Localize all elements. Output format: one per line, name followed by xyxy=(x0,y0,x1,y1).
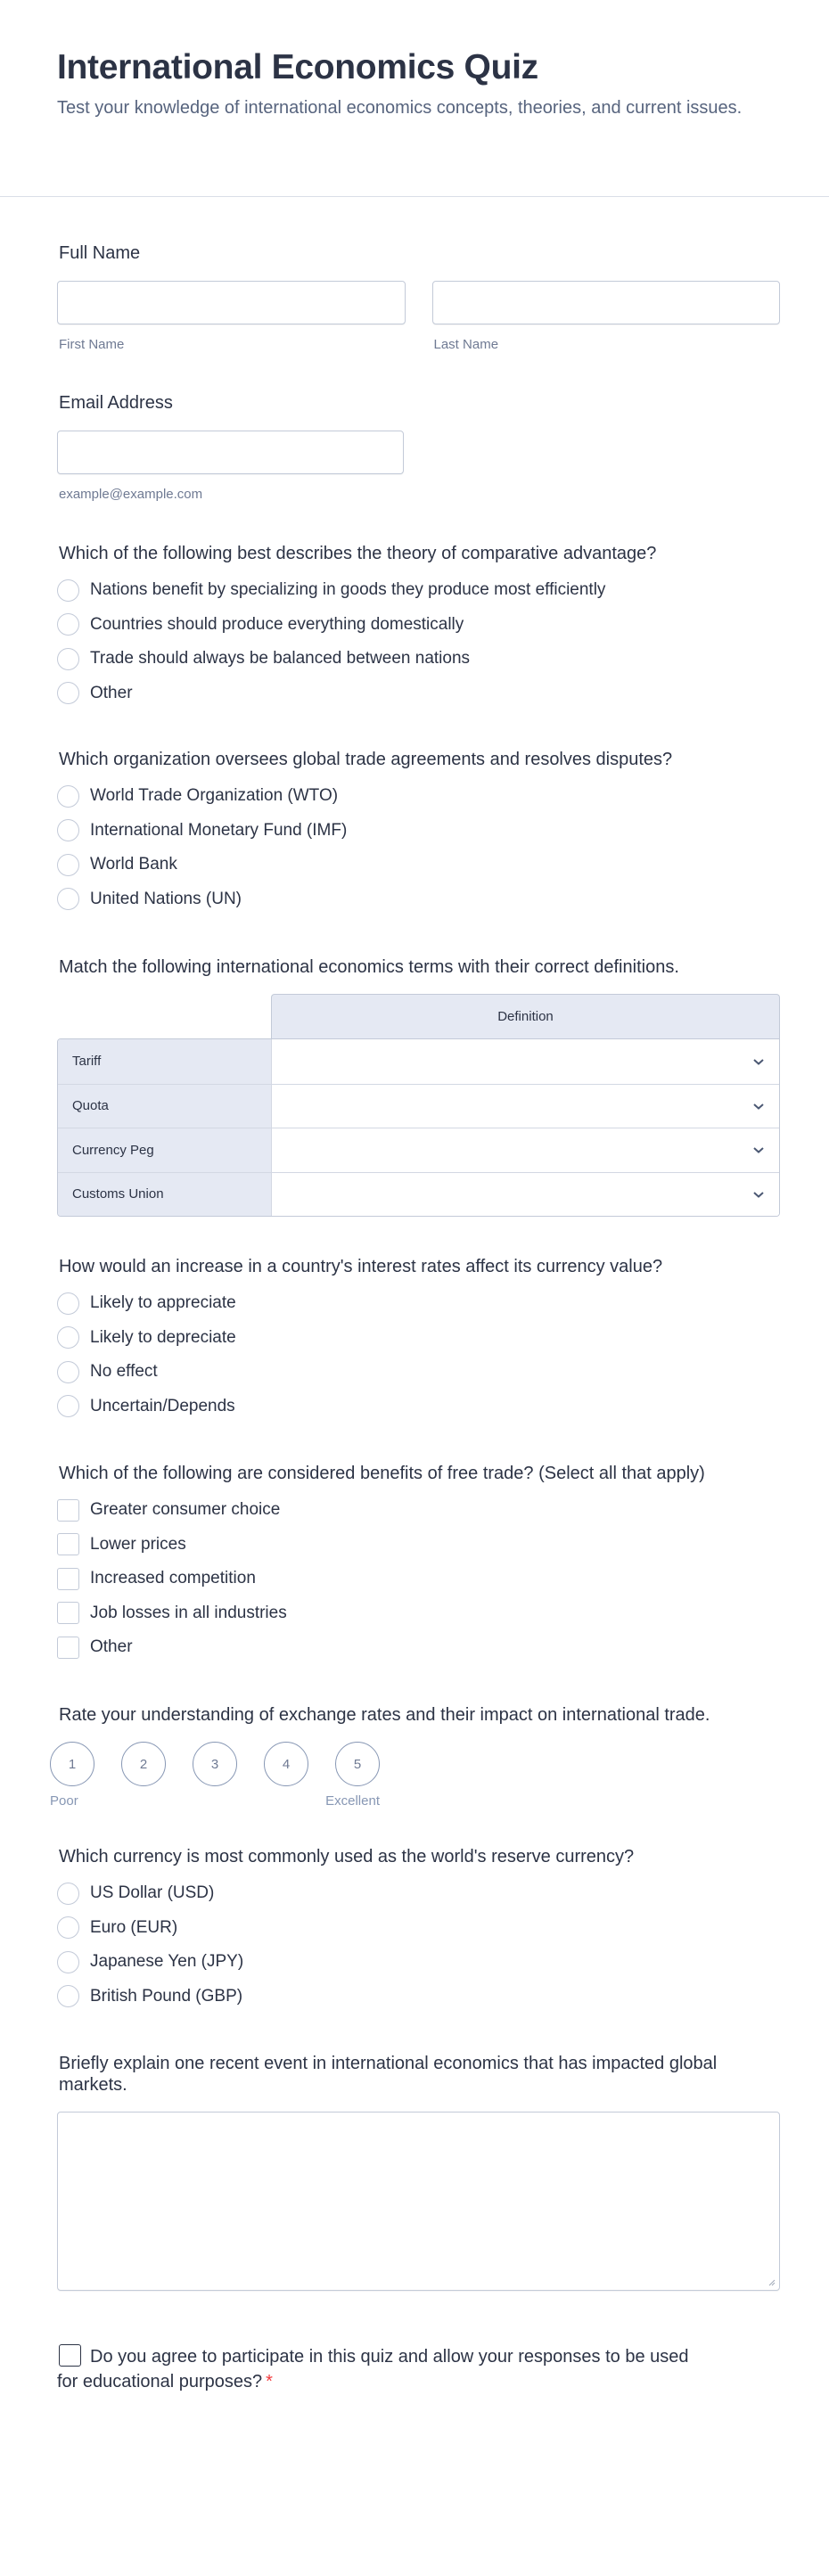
radio-button[interactable] xyxy=(57,1883,79,1905)
rating-option-3[interactable]: 3 xyxy=(193,1742,237,1786)
matrix-row xyxy=(58,1172,779,1217)
email-field xyxy=(57,392,780,502)
chevron-down-icon xyxy=(752,1190,765,1199)
radio-option[interactable]: World Bank xyxy=(57,848,780,882)
definition-dropdown[interactable] xyxy=(272,1173,779,1217)
page-subtitle: Test your knowledge of international economics concepts, theories, and current issues. xyxy=(57,98,743,118)
first-name-sublabel: First Name xyxy=(59,337,125,352)
radio-button[interactable] xyxy=(57,682,79,704)
radio-option[interactable]: Likely to depreciate xyxy=(57,1321,780,1356)
radio-option[interactable]: Countries should produce everything domestically xyxy=(57,608,780,643)
radio-option[interactable]: Euro (EUR) xyxy=(57,1911,780,1946)
email-input[interactable] xyxy=(57,431,404,474)
matrix-term: Tariff xyxy=(58,1039,272,1084)
consent-checkbox[interactable] xyxy=(59,2344,81,2367)
radio-group xyxy=(57,573,780,710)
radio-button[interactable] xyxy=(57,1395,79,1417)
last-name-input[interactable] xyxy=(432,281,781,324)
consent-field xyxy=(57,2344,780,2394)
chevron-down-icon xyxy=(752,1057,765,1066)
radio-button[interactable] xyxy=(57,1361,79,1383)
radio-option[interactable]: Likely to appreciate xyxy=(57,1286,780,1321)
question-label: Briefly explain one recent event in international economics that has impacted global markets. xyxy=(59,2054,718,2095)
radio-option[interactable]: Other xyxy=(57,677,780,711)
rating-max-label: Excellent xyxy=(325,1793,380,1809)
radio-button[interactable] xyxy=(57,1985,79,2007)
question-label: Which currency is most commonly used as the world's reserve currency? xyxy=(59,1847,635,1866)
matrix-row xyxy=(58,1039,779,1084)
question-trade-organization xyxy=(57,749,780,916)
matrix-term: Quota xyxy=(58,1085,272,1128)
matrix-term: Customs Union xyxy=(58,1173,272,1217)
checkbox-option[interactable]: Job losses in all industries xyxy=(57,1596,780,1631)
checkbox[interactable] xyxy=(57,1533,79,1555)
radio-option[interactable]: World Trade Organization (WTO) xyxy=(57,779,780,814)
question-label: Which of the following are considered benefits of free trade? (Select all that apply) xyxy=(59,1464,705,1483)
radio-option[interactable]: British Pound (GBP) xyxy=(57,1980,780,2014)
resize-handle-icon[interactable] xyxy=(767,2277,776,2286)
email-label: Email Address xyxy=(59,393,173,413)
rating-option-1[interactable]: 1 xyxy=(50,1742,94,1786)
matching-table xyxy=(57,994,780,1217)
matrix-row xyxy=(58,1128,779,1172)
radio-group xyxy=(57,1286,780,1423)
form-header xyxy=(0,0,829,197)
question-recent-event xyxy=(57,2053,780,2291)
radio-button[interactable] xyxy=(57,613,79,636)
chevron-down-icon xyxy=(752,1102,765,1111)
question-label: Match the following international economics terms with their correct definitions. xyxy=(59,957,679,977)
question-interest-rates xyxy=(57,1256,780,1423)
essay-textarea[interactable] xyxy=(57,2112,780,2291)
email-sublabel: example@example.com xyxy=(59,487,203,502)
question-label: Rate your understanding of exchange rates and their impact on international trade. xyxy=(59,1705,710,1725)
radio-button[interactable] xyxy=(57,819,79,841)
definition-dropdown[interactable] xyxy=(272,1039,779,1084)
matrix-column-header: Definition xyxy=(271,994,780,1038)
question-comparative-advantage xyxy=(57,543,780,710)
radio-button[interactable] xyxy=(57,1326,79,1349)
radio-button[interactable] xyxy=(57,1292,79,1315)
checkbox[interactable] xyxy=(57,1568,79,1590)
checkbox[interactable] xyxy=(57,1499,79,1522)
radio-option[interactable]: International Monetary Fund (IMF) xyxy=(57,814,780,849)
chevron-down-icon xyxy=(752,1145,765,1154)
radio-option[interactable]: Uncertain/Depends xyxy=(57,1390,780,1424)
rating-option-4[interactable]: 4 xyxy=(264,1742,308,1786)
question-exchange-rate-rating xyxy=(50,1704,780,1809)
radio-option[interactable]: Japanese Yen (JPY) xyxy=(57,1945,780,1980)
question-reserve-currency xyxy=(57,1846,780,2014)
radio-button[interactable] xyxy=(57,888,79,910)
consent-label[interactable]: Do you agree to participate in this quiz and allow your responses to be used for educational purposes? * xyxy=(57,2344,699,2394)
full-name-field xyxy=(57,242,780,352)
definition-dropdown[interactable] xyxy=(272,1085,779,1128)
rating-option-5[interactable]: 5 xyxy=(335,1742,380,1786)
definition-dropdown[interactable] xyxy=(272,1128,779,1172)
radio-button[interactable] xyxy=(57,648,79,670)
radio-option[interactable]: US Dollar (USD) xyxy=(57,1876,780,1911)
radio-option[interactable]: Nations benefit by specializing in goods they produce most efficiently xyxy=(57,573,780,608)
question-label: Which organization oversees global trade agreements and resolves disputes? xyxy=(59,750,673,769)
checkbox-option[interactable]: Lower prices xyxy=(57,1528,780,1563)
checkbox-option[interactable]: Other xyxy=(57,1630,780,1665)
matrix-term: Currency Peg xyxy=(58,1128,272,1172)
required-asterisk: * xyxy=(266,2372,273,2391)
rating-scale xyxy=(50,1742,780,1786)
radio-button[interactable] xyxy=(57,1916,79,1939)
rating-min-label: Poor xyxy=(50,1793,78,1809)
checkbox[interactable] xyxy=(57,1602,79,1624)
rating-option-2[interactable]: 2 xyxy=(121,1742,166,1786)
matrix-row xyxy=(58,1084,779,1128)
radio-button[interactable] xyxy=(57,854,79,876)
radio-group xyxy=(57,779,780,916)
checkbox-option[interactable]: Increased competition xyxy=(57,1562,780,1596)
radio-button[interactable] xyxy=(57,1951,79,1973)
page-title: International Economics Quiz xyxy=(57,48,538,86)
radio-option[interactable]: United Nations (UN) xyxy=(57,882,780,917)
last-name-sublabel: Last Name xyxy=(433,337,499,352)
first-name-input[interactable] xyxy=(57,281,406,324)
radio-button[interactable] xyxy=(57,785,79,808)
full-name-label: Full Name xyxy=(59,243,141,263)
checkbox[interactable] xyxy=(57,1637,79,1659)
radio-option[interactable]: Trade should always be balanced between nations xyxy=(57,642,780,677)
radio-button[interactable] xyxy=(57,579,79,602)
question-matching-matrix xyxy=(57,956,780,1217)
checkbox-option[interactable]: Greater consumer choice xyxy=(57,1493,780,1528)
checkbox-group xyxy=(57,1493,780,1665)
radio-group xyxy=(57,1876,780,2014)
radio-option[interactable]: No effect xyxy=(57,1355,780,1390)
question-label: How would an increase in a country's interest rates affect its currency value? xyxy=(59,1257,663,1276)
question-label: Which of the following best describes the theory of comparative advantage? xyxy=(59,544,657,563)
question-free-trade-benefits xyxy=(57,1463,780,1665)
